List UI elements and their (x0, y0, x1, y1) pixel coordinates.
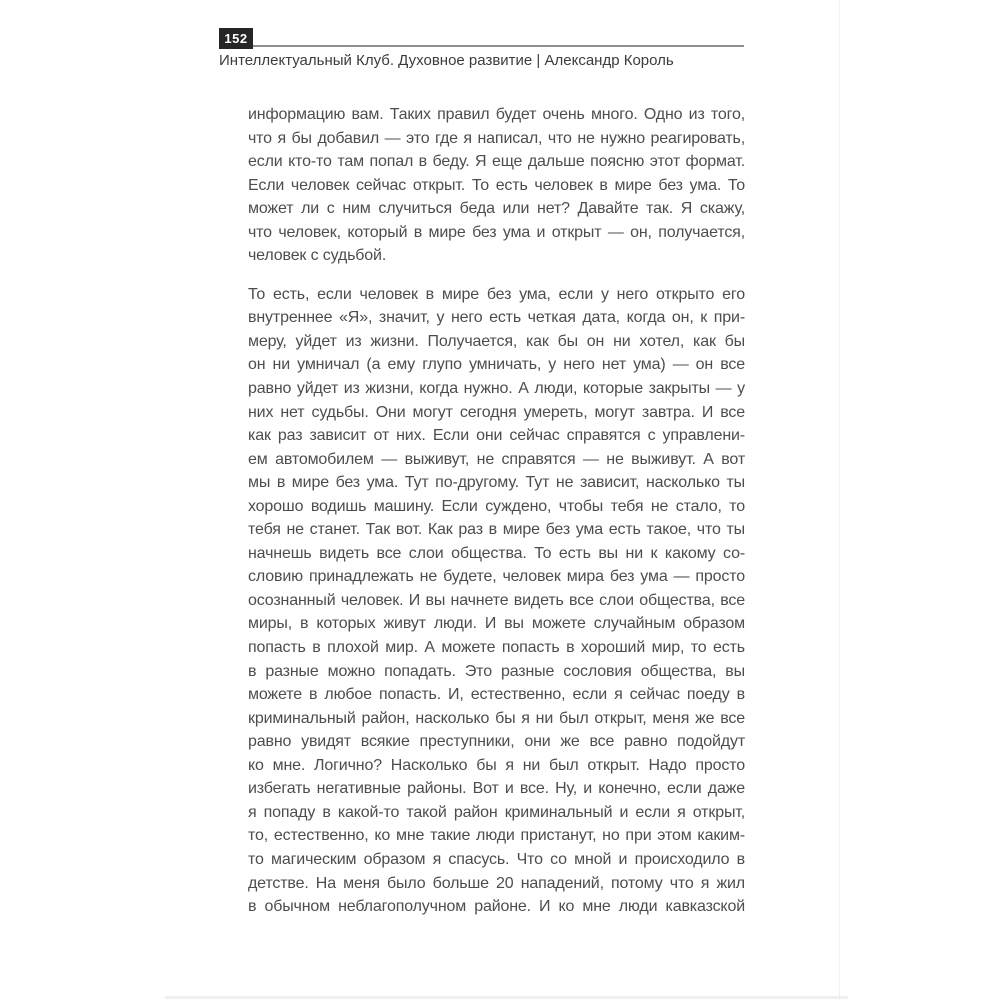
text-line: что человек, который в мире без ума и открыт — он, получается, (248, 223, 745, 241)
text-line: как раз зависит от них. Если они сейчас справятся с управлени- (248, 427, 745, 445)
text-line: попасть в плохой мир. А можете попасть в хороший мир, то есть (248, 639, 745, 657)
text-line: Если человек сейчас открыт. То есть человек в мире без ума. То (248, 176, 745, 194)
text-line: в обычном неблагополучном районе. И ко мне люди кавказской (248, 898, 745, 916)
text-line: то магическим образом я спасусь. Что со мной и происходило в (248, 850, 745, 868)
text-line: ко мне. Логично? Насколько бы я ни был открыт. Надо просто (248, 756, 745, 774)
text-line: внутреннее «Я», значит, у него есть четкая дата, когда он, к при- (248, 309, 745, 327)
text-line: мы в мире без ума. Тут по-другому. Тут не зависит, насколько ты (248, 474, 745, 492)
running-header: Интеллектуальный Клуб. Духовное развитие | Александр Король (219, 52, 674, 69)
text-line: равно уйдет из жизни, когда нужно. А люди, которые закрыты — у (248, 380, 745, 398)
text-line: словию принадлежать не будете, человек мира без ума — просто (248, 568, 745, 586)
body-text (248, 103, 745, 919)
page-edge-right (839, 0, 840, 1000)
paragraph (248, 103, 745, 268)
text-line: он ни умничал (а ему глупо умничать, у него нет ума) — он все (248, 356, 745, 374)
text-line: избегать негативные районы. Вот и все. Ну, и конечно, если даже (248, 780, 745, 798)
text-line: можете в любое попасть. И, естественно, если я сейчас поеду в (248, 686, 745, 704)
header-rule (253, 45, 744, 47)
text-line: них нет судьбы. Они могут сегодня умереть, могут завтра. И все (248, 403, 745, 421)
text-line: детстве. На меня было больше 20 нападений, потому что я жил (248, 874, 745, 892)
text-line: человек с судьбой. (248, 247, 387, 265)
text-line: то, естественно, ко мне такие люди пристанут, но при этом каким- (248, 827, 745, 845)
text-line: осознанный человек. И вы начнете видеть все слои общества, все (248, 591, 745, 609)
text-line: миры, в которых живут люди. И вы можете случайным образом (248, 615, 745, 633)
text-line: начнешь видеть все слои общества. То есть вы ни к какому со- (248, 544, 745, 562)
text-line: если кто-то там попал в беду. Я еще дальше поясню этот формат. (248, 153, 745, 171)
text-line: меру, уйдет из жизни. Получается, как бы он ни хотел, как бы (248, 332, 745, 350)
text-line: я попаду в какой-то такой район криминальный и если я открыт, (248, 803, 745, 821)
text-line: что я бы добавил — это где я написал, что не нужно реагировать, (248, 129, 745, 147)
text-line: информацию вам. Таких правил будет очень много. Одно из того, (248, 106, 745, 123)
text-line: в разные можно попадать. Это разные сословия общества, вы (248, 662, 745, 680)
paragraph (248, 283, 745, 919)
text-line: может ли с ним случиться беда или нет? Давайте так. Я скажу, (248, 200, 745, 218)
text-line: равно увидят всякие преступники, они же все равно подойдут (248, 733, 745, 751)
text-line: криминальный район, насколько бы я ни был открыт, меня же все (248, 709, 745, 727)
text-line: ем автомобилем — выживут, не справятся — не выживут. А вот (248, 450, 745, 468)
text-line: хорошо водишь машину. Если суждено, чтобы тебя не стало, то (248, 497, 745, 515)
text-line: тебя не станет. Так вот. Как раз в мире без ума есть такое, что ты (248, 521, 745, 539)
text-line: То есть, если человек в мире без ума, если у него открыто его (248, 285, 745, 303)
page-edge-bottom (165, 996, 848, 999)
page-number-badge: 152 (219, 28, 253, 49)
